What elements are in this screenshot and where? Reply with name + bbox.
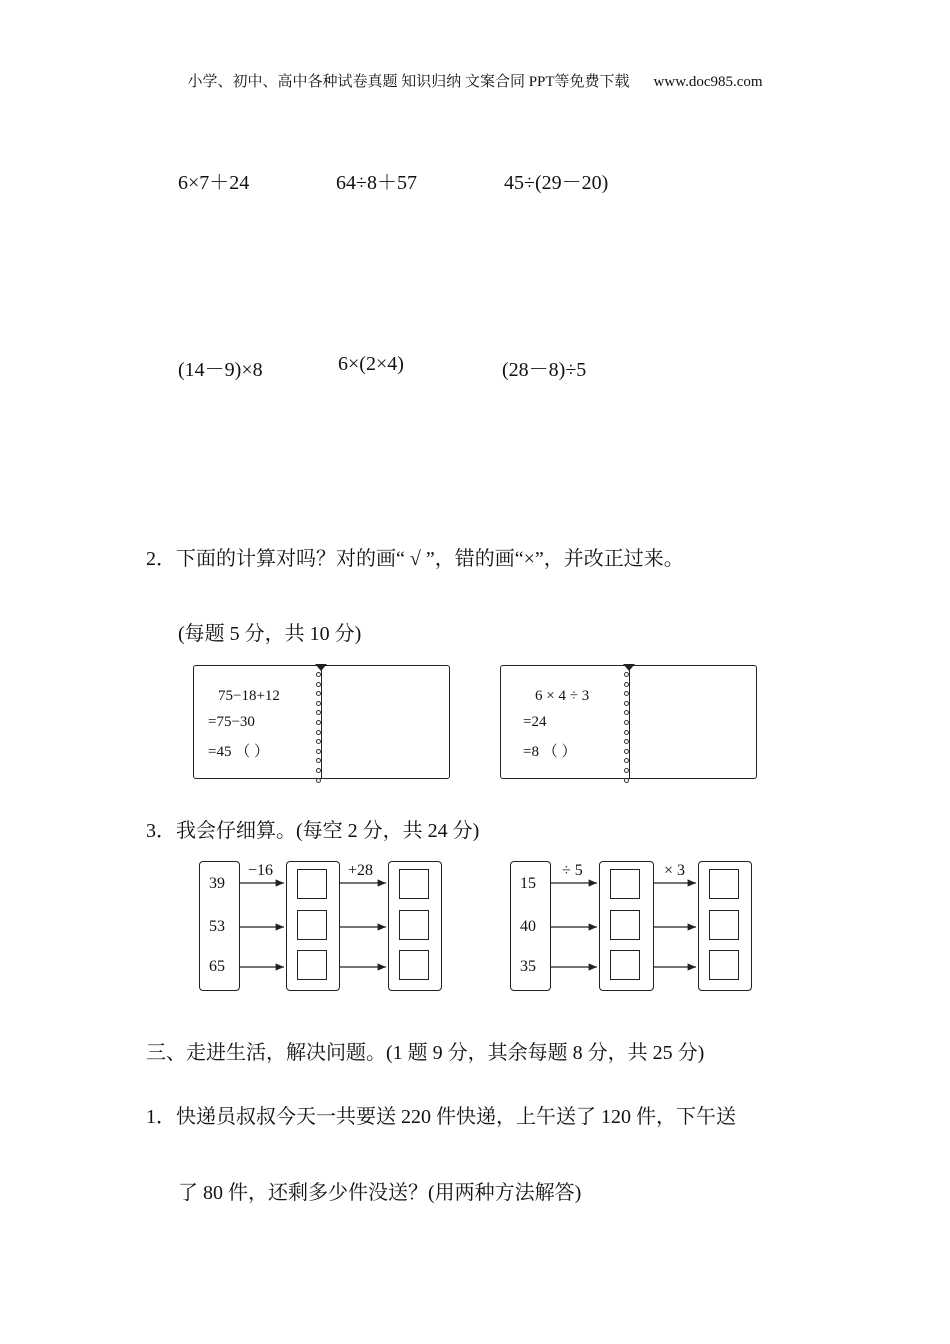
answer-box[interactable]: [610, 950, 640, 980]
answer-box[interactable]: [610, 910, 640, 940]
expression-5: 6×(2×4): [338, 353, 404, 375]
nb2-line-2: =24: [523, 714, 547, 730]
answer-box[interactable]: [709, 950, 739, 980]
q2-title: 2．下面的计算对吗？对的画“ √ ”，错的画“×”，并改正过来。: [146, 548, 684, 570]
input-number: 65: [209, 958, 225, 975]
answer-box[interactable]: [399, 950, 429, 980]
header-url[interactable]: www.doc985.com: [653, 74, 763, 90]
problem-1-line-2: 了 80 件，还剩多少件没送？(用两种方法解答): [178, 1182, 582, 1204]
input-number: 35: [520, 958, 536, 975]
nb2-line-1: 6 × 4 ÷ 3: [535, 688, 590, 704]
input-number: 53: [209, 918, 225, 935]
nb2-line-3[interactable]: =8 （ ）: [523, 744, 577, 760]
nb1-line-1: 75−18+12: [218, 688, 280, 704]
nb1-line-3[interactable]: =45 （ ）: [208, 744, 269, 760]
answer-box[interactable]: [297, 950, 327, 980]
input-number: 40: [520, 918, 536, 935]
expression-3: 45÷(29－20): [504, 172, 609, 194]
operation-label: −16: [248, 862, 274, 879]
input-number: 39: [209, 875, 225, 892]
section-3-title: 三、走进生活，解决问题。(1 题 9 分，其余每题 8 分，共 25 分): [146, 1042, 705, 1064]
q2-points: (每题 5 分，共 10 分): [178, 623, 362, 645]
answer-box[interactable]: [709, 869, 739, 899]
expression-2: 64÷8＋57: [336, 172, 417, 194]
answer-box[interactable]: [610, 869, 640, 899]
expression-4: (14－9)×8: [178, 359, 263, 381]
answer-box[interactable]: [297, 869, 327, 899]
header-text: 小学、初中、高中各种试卷真题 知识归纳 文案合同 PPT等免费下载: [187, 74, 630, 90]
answer-box[interactable]: [297, 910, 327, 940]
problem-1-line-1: 1．快递员叔叔今天一共要送 220 件快递，上午送了 120 件，下午送: [146, 1106, 736, 1128]
answer-box[interactable]: [399, 910, 429, 940]
q3-title: 3．我会仔细算。(每空 2 分，共 24 分): [146, 820, 480, 842]
operation-label: +28: [348, 862, 374, 879]
operation-label: ÷ 5: [562, 862, 583, 879]
expression-6: (28－8)÷5: [502, 359, 587, 381]
answer-box[interactable]: [399, 869, 429, 899]
input-number: 15: [520, 875, 536, 892]
nb1-line-2: =75−30: [208, 714, 255, 730]
expression-1: 6×7＋24: [178, 172, 250, 194]
answer-box[interactable]: [709, 910, 739, 940]
operation-label: × 3: [664, 862, 686, 879]
